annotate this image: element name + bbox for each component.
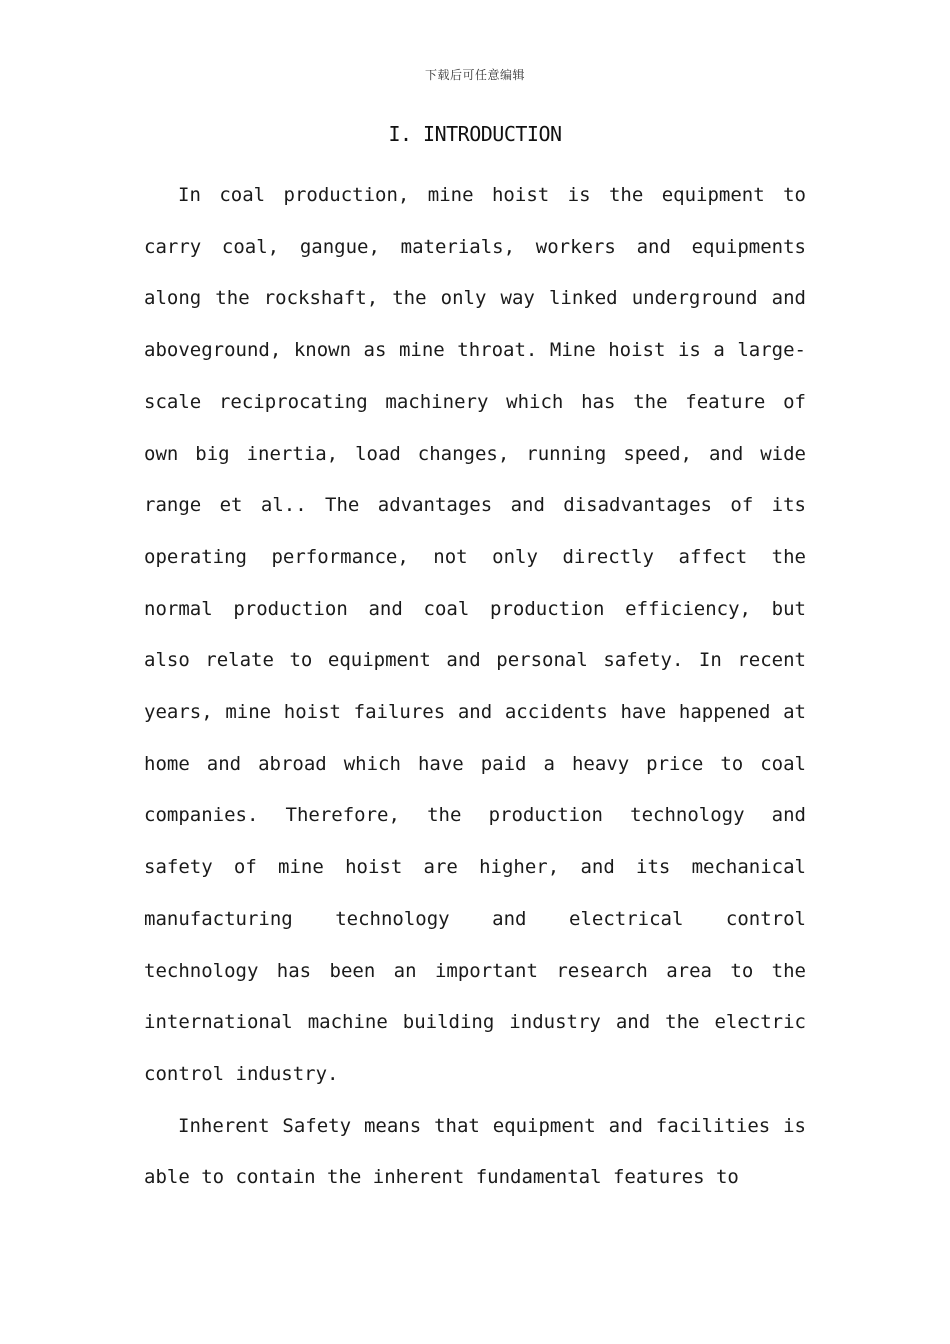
header-note: 下载后可任意编辑 bbox=[424, 68, 525, 82]
paragraph-introduction: In coal production, mine hoist is the equipment to carry coal, gangue, materials, workers and equipments along the rockshaft, the only way linked underground and aboveground, known as mine throat. Mine hoist is a large-scale reciprocating machinery which has the feature of own big inertia, load changes, running speed, and wide range et al.. The advantages and disadvantages of its operating performance, not only directly affect the normal production and coal production efficiency, but also relate to equipment and personal safety. In recent years, mine hoist failures and accidents have happened at home and abroad which have paid a heavy price to coal companies. Therefore, the production technology and safety of mine hoist are higher, and its mechanical manufacturing technology and electrical control technology has been an important research area to the international machine building industry and the electric control industry. bbox=[144, 184, 806, 1085]
paragraph-inherent-safety: Inherent Safety means that equipment and facilities is able to contain the inherent fundamental features to bbox=[144, 1114, 806, 1189]
body-text bbox=[144, 170, 806, 1204]
section-title: I. INTRODUCTION bbox=[388, 122, 562, 146]
